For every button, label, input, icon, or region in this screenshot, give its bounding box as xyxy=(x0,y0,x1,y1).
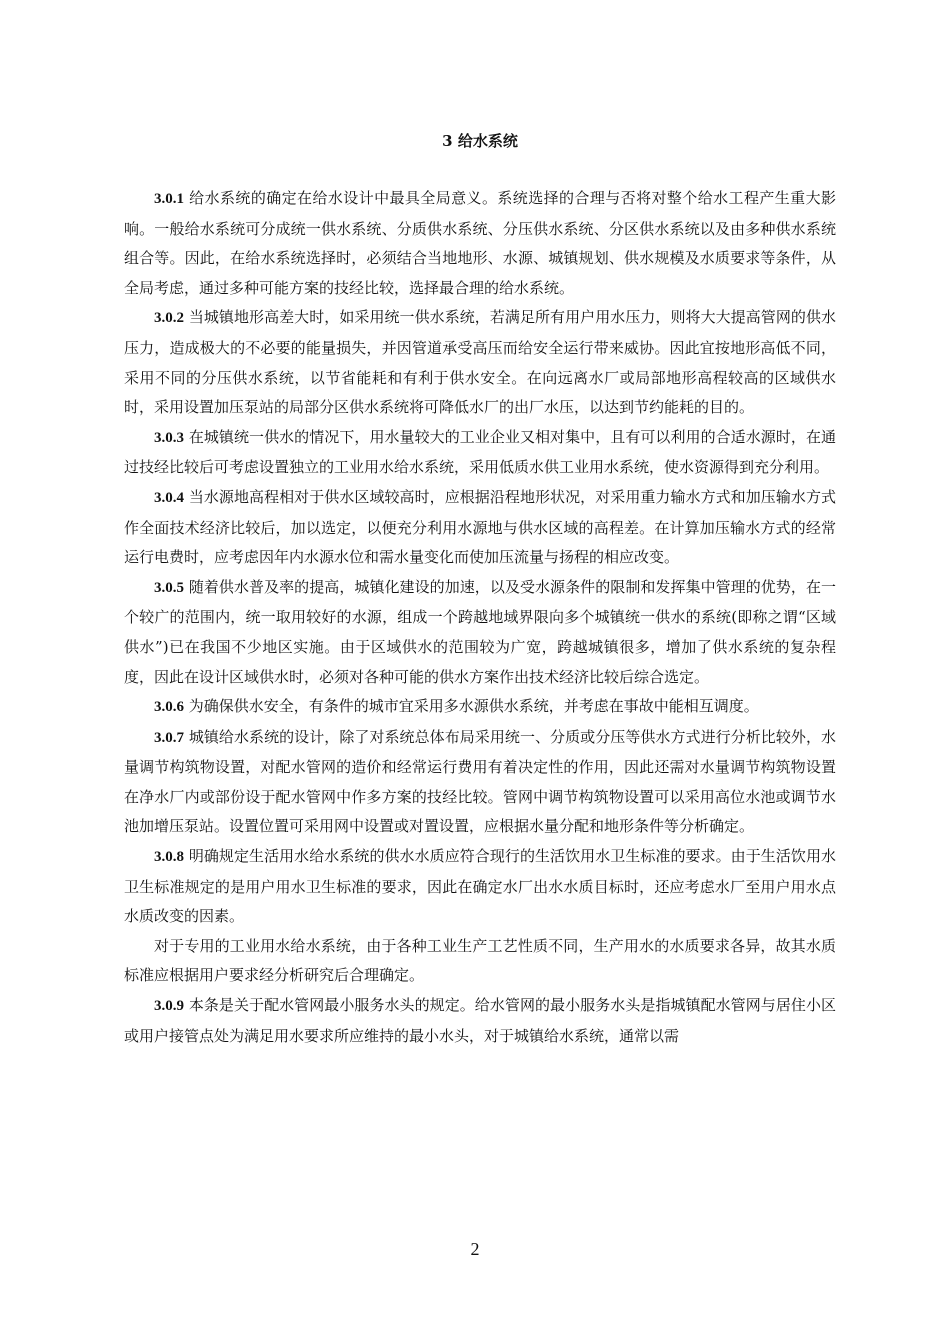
paragraph-text: 为确保供水安全，有条件的城市宜采用多水源供水系统，并考虑在事故中能相互调度。 xyxy=(184,697,759,716)
clause-number: 3.0.7 xyxy=(154,729,184,746)
clause-number: 3.0.2 xyxy=(154,310,184,327)
paragraph-text: 本条是关于配水管网最小服务水头的规定。给水管网的最小服务水头是指城镇配水管网与居住小区或用户接管点处为满足用水要求所应维持的最小水头，对于城镇给水系统，通常以需 xyxy=(124,996,836,1045)
paragraph-3-0-9 xyxy=(124,991,836,1051)
paragraph-text: 随着供水普及率的提高，城镇化建设的加速，以及受水源条件的限制和发挥集中管理的优势，在一个较广的范围内，统一取用较好的水源，组成一个跨越地域界限向多个城镇统一供水的系统(即称之谓“区域供水”)已在我国不少地区实施。由于区域供水的范围较为广宽，跨越城镇很多，增加了供水系统的复杂程度，因此在设计区域供水时，必须对各种可能的供水方案作出技术经济比较后综合选定。 xyxy=(124,577,836,686)
paragraph-text: 对于专用的工业用水给水系统，由于各种工业生产工艺性质不同，生产用水的水质要求各异，故其水质标准应根据用户要求经分析研究后合理确定。 xyxy=(124,936,836,985)
clause-number: 3.0.4 xyxy=(154,489,184,506)
paragraph-3-0-3 xyxy=(124,423,836,483)
paragraph-3-0-8-continued xyxy=(124,932,836,991)
paragraph-text: 在城镇统一供水的情况下，用水量较大的工业企业又相对集中，且有可以利用的合适水源时，在通过技经比较后可考虑设置独立的工业用水给水系统，采用低质水供工业用水系统，使水资源得到充分利用。 xyxy=(124,427,836,477)
paragraph-3-0-4 xyxy=(124,483,836,573)
clause-number: 3.0.3 xyxy=(154,429,184,446)
section-title: 3 给水系统 xyxy=(442,132,518,150)
paragraph-3-0-6 xyxy=(124,692,836,723)
clause-number: 3.0.9 xyxy=(154,998,184,1015)
paragraph-text: 明确规定生活用水给水系统的供水水质应符合现行的生活饮用水卫生标准的要求。由于生活饮用水卫生标准规定的是用户用水卫生标准的要求，因此在确定水厂出水水质目标时，还应考虑水厂至用户用水点水质改变的因素。 xyxy=(124,847,836,926)
clause-number: 3.0.8 xyxy=(154,849,184,866)
paragraph-3-0-8 xyxy=(124,842,836,932)
clause-number: 3.0.5 xyxy=(154,579,184,596)
paragraph-text: 给水系统的确定在给水设计中最具全局意义。系统选择的合理与否将对整个给水工程产生重大影响。一般给水系统可分成统一供水系统、分质供水系统、分压供水系统、分区供水系统以及由多种供水系统组合等。因此，在给水系统选择时，必须结合当地地形、水源、城镇规划、供水规模及水质要求等条件，从全局考虑，通过多种可能方案的技经比较，选择最合理的给水系统。 xyxy=(124,189,836,297)
paragraph-text: 当水源地高程相对于供水区域较高时，应根据沿程地形状况，对采用重力输水方式和加压输水方式作全面技术经济比较后，加以选定，以便充分利用水源地与供水区域的高程差。在计算加压输水方式的经常运行电费时，应考虑因年内水源水位和需水量变化而使加压流量与扬程的相应改变。 xyxy=(124,487,836,567)
page-number: 2 xyxy=(470,1239,480,1259)
paragraph-text: 当城镇地形高差大时，如采用统一供水系统，若满足所有用户用水压力，则将大大提高管网的供水压力，造成极大的不必要的能量损失，并因管道承受高压而给安全运行带来威协。因此宜按地形高低不同，采用不同的分压供水系统，以节省能耗和有利于供水安全。在向远离水厂或局部地形高程较高的区域供水时，采用设置加压泵站的局部分区供水系统将可降低水厂的出厂水压，以达到节约能耗的目的。 xyxy=(124,308,836,417)
paragraph-3-0-5 xyxy=(124,573,836,692)
clause-number: 3.0.1 xyxy=(154,191,184,207)
paragraph-text: 城镇给水系统的设计，除了对系统总体布局采用统一、分质或分压等供水方式进行分析比较外，水量调节构筑物设置，对配水管网的造价和经常运行费用有着决定性的作用，因此还需对水量调节构筑物设置在净水厂内或部份设于配水管网中作多方案的技经比较。管网中调节构筑物设置可以采用高位水池或调节水池加增压泵站。设置位置可采用网中设置或对置设置，应根据水量分配和地形条件等分析确定。 xyxy=(124,727,836,836)
clause-number: 3.0.6 xyxy=(154,699,184,716)
paragraph-3-0-1 xyxy=(124,184,836,303)
paragraph-3-0-7 xyxy=(124,723,836,842)
paragraph-3-0-2 xyxy=(124,303,836,422)
document-page xyxy=(124,128,836,1051)
